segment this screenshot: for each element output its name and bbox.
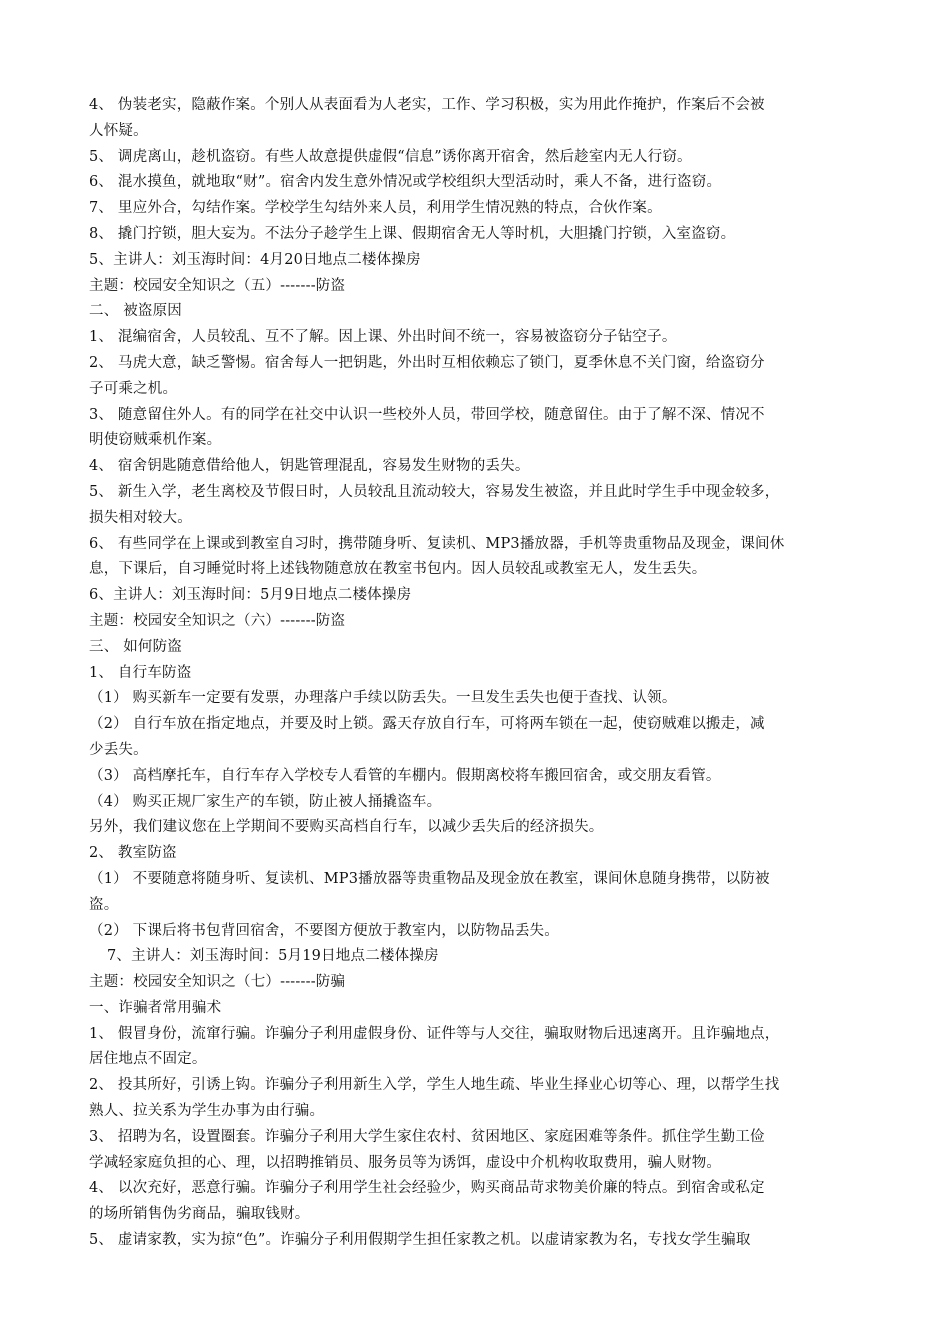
text-line: 5、 调虎离山，趁机盗窃。有些人故意提供虚假“信息”诱你离开宿舍，然后趁室内无人行窃。 <box>89 148 692 165</box>
text-line: 3、 招聘为名，设置圈套。诈骗分子利用大学生家住农村、贫困地区、家庭困难等条件。抓住学生勤工俭 <box>89 1128 765 1145</box>
lecture-info-line: 7、主讲人：刘玉海时间：5月19日地点二楼体操房 <box>107 948 439 965</box>
text-line: 少丢失。 <box>89 741 148 758</box>
text-line: 子可乘之机。 <box>89 380 178 397</box>
text-line: 另外，我们建议您在上学期间不要购买高档自行车，以减少丢失后的经济损失。 <box>89 819 604 836</box>
text-line: 息，下课后，自习睡觉时将上述钱物随意放在教室书包内。因人员较乱或教室无人，发生丢失。 <box>89 561 707 578</box>
text-line: 的场所销售伪劣商品，骗取钱财。 <box>89 1206 310 1223</box>
section-heading: 二、 被盗原因 <box>89 303 183 320</box>
text-line: 1、 混编宿舍，人员较乱、互不了解。因上课、外出时间不统一，容易被盗窃分子钻空子。 <box>89 329 677 346</box>
text-line: （2） 自行车放在指定地点，并要及时上锁。露天存放自行车，可将两车锁在一起，使窃贼难以搬走，减 <box>89 716 765 733</box>
text-line: （3） 高档摩托车，自行车存入学校专人看管的车棚内。假期离校将车搬回宿舍，或交朋友看管。 <box>89 767 721 784</box>
text-line: 居住地点不固定。 <box>89 1051 207 1068</box>
subsection-heading: 1、 自行车防盗 <box>89 664 192 681</box>
text-line: 3、 随意留住外人。有的同学在社交中认识一些校外人员，带回学校，随意留住。由于了解不深、情况不 <box>89 406 765 423</box>
text-line: 5、 虚请家教，实为掠“色”。诈骗分子利用假期学生担任家教之机。以虚请家教为名，专找女学生骗取 <box>89 1232 751 1249</box>
subsection-heading: 2、 教室防盗 <box>89 845 177 862</box>
text-line: 熟人、拉关系为学生办事为由行骗。 <box>89 1103 325 1120</box>
text-line: 4、 伪装老实，隐蔽作案。个别人从表面看为人老实，工作、学习积极，实为用此作掩护，作案后不会被 <box>89 97 765 113</box>
text-line: 2、 投其所好，引诱上钩。诈骗分子利用新生入学，学生人地生疏、毕业生择业心切等心、理，以帮学生找 <box>89 1077 780 1094</box>
text-line: 学减轻家庭负担的心、理，以招聘推销员、服务员等为诱饵，虚设中介机构收取费用，骗人财物。 <box>89 1154 722 1171</box>
text-line: 5、 新生入学，老生离校及节假日时，人员较乱且流动较大，容易发生被盗，并且此时学生手中现金较多， <box>89 483 780 500</box>
text-line: 2、 马虎大意，缺乏警惕。宿舍每人一把钥匙，外出时互相依赖忘了锁门，夏季休息不关门窗，给盗窃分 <box>89 354 765 371</box>
text-line: 7、 里应外合，勾结作案。学校学生勾结外来人员，利用学生情况熟的特点，合伙作案。 <box>89 200 662 217</box>
text-line: （4） 购买正规厂家生产的车锁，防止被人捅撬盗车。 <box>89 793 442 810</box>
text-line: 4、 宿舍钥匙随意借给他人，钥匙管理混乱，容易发生财物的丢失。 <box>89 458 530 475</box>
text-line: 1、 假冒身份，流窜行骗。诈骗分子利用虚假身份、证件等与人交往，骗取财物后迅速离开。且诈骗地点， <box>89 1025 780 1042</box>
text-line: 8、 撬门拧锁，胆大妄为。不法分子趁学生上课、假期宿舍无人等时机，大胆撬门拧锁，入室盗窃。 <box>89 225 736 242</box>
text-line: （1） 不要随意将随身听、复读机、MP3播放器等贵重物品及现金放在教室，课间休息随身携带，以防被 <box>89 870 770 887</box>
topic-heading: 主题：校园安全知识之（五）-------防盗 <box>89 277 346 294</box>
topic-heading: 主题：校园安全知识之（七）-------防骗 <box>89 974 346 991</box>
topic-heading: 主题：校园安全知识之（六）-------防盗 <box>89 612 346 629</box>
text-line: （1） 购买新车一定要有发票，办理落户手续以防丢失。一旦发生丢失也便于查找、认领。 <box>89 690 677 707</box>
lecture-info-line: 5、主讲人：刘玉海时间：4月20日地点二楼体操房 <box>89 251 421 268</box>
text-line: 4、 以次充好，恶意行骗。诈骗分子利用学生社会经验少，购买商品苛求物美价廉的特点。到宿舍或私定 <box>89 1180 765 1197</box>
text-line: 6、 有些同学在上课或到教室自习时，携带随身听、复读机、MP3播放器，手机等贵重物品及现金，课间休 <box>89 535 785 552</box>
text-line: （2） 下课后将书包背回宿舍，不要图方便放于教室内，以防物品丢失。 <box>89 922 559 939</box>
document-body <box>89 93 859 1254</box>
text-line: 人怀疑。 <box>89 122 148 139</box>
lecture-info-line: 6、主讲人：刘玉海时间：5月9日地点二楼体操房 <box>89 587 412 604</box>
text-line: 盗。 <box>89 896 119 913</box>
text-line: 损失相对较大。 <box>89 509 192 526</box>
section-heading: 三、 如何防盗 <box>89 638 183 655</box>
text-line: 明使窃贼乘机作案。 <box>89 432 222 449</box>
text-line: 6、 混水摸鱼，就地取“财”。宿舍内发生意外情况或学校组织大型活动时，乘人不备，进行盗窃。 <box>89 174 722 191</box>
section-heading: 一、诈骗者常用骗术 <box>89 999 222 1016</box>
